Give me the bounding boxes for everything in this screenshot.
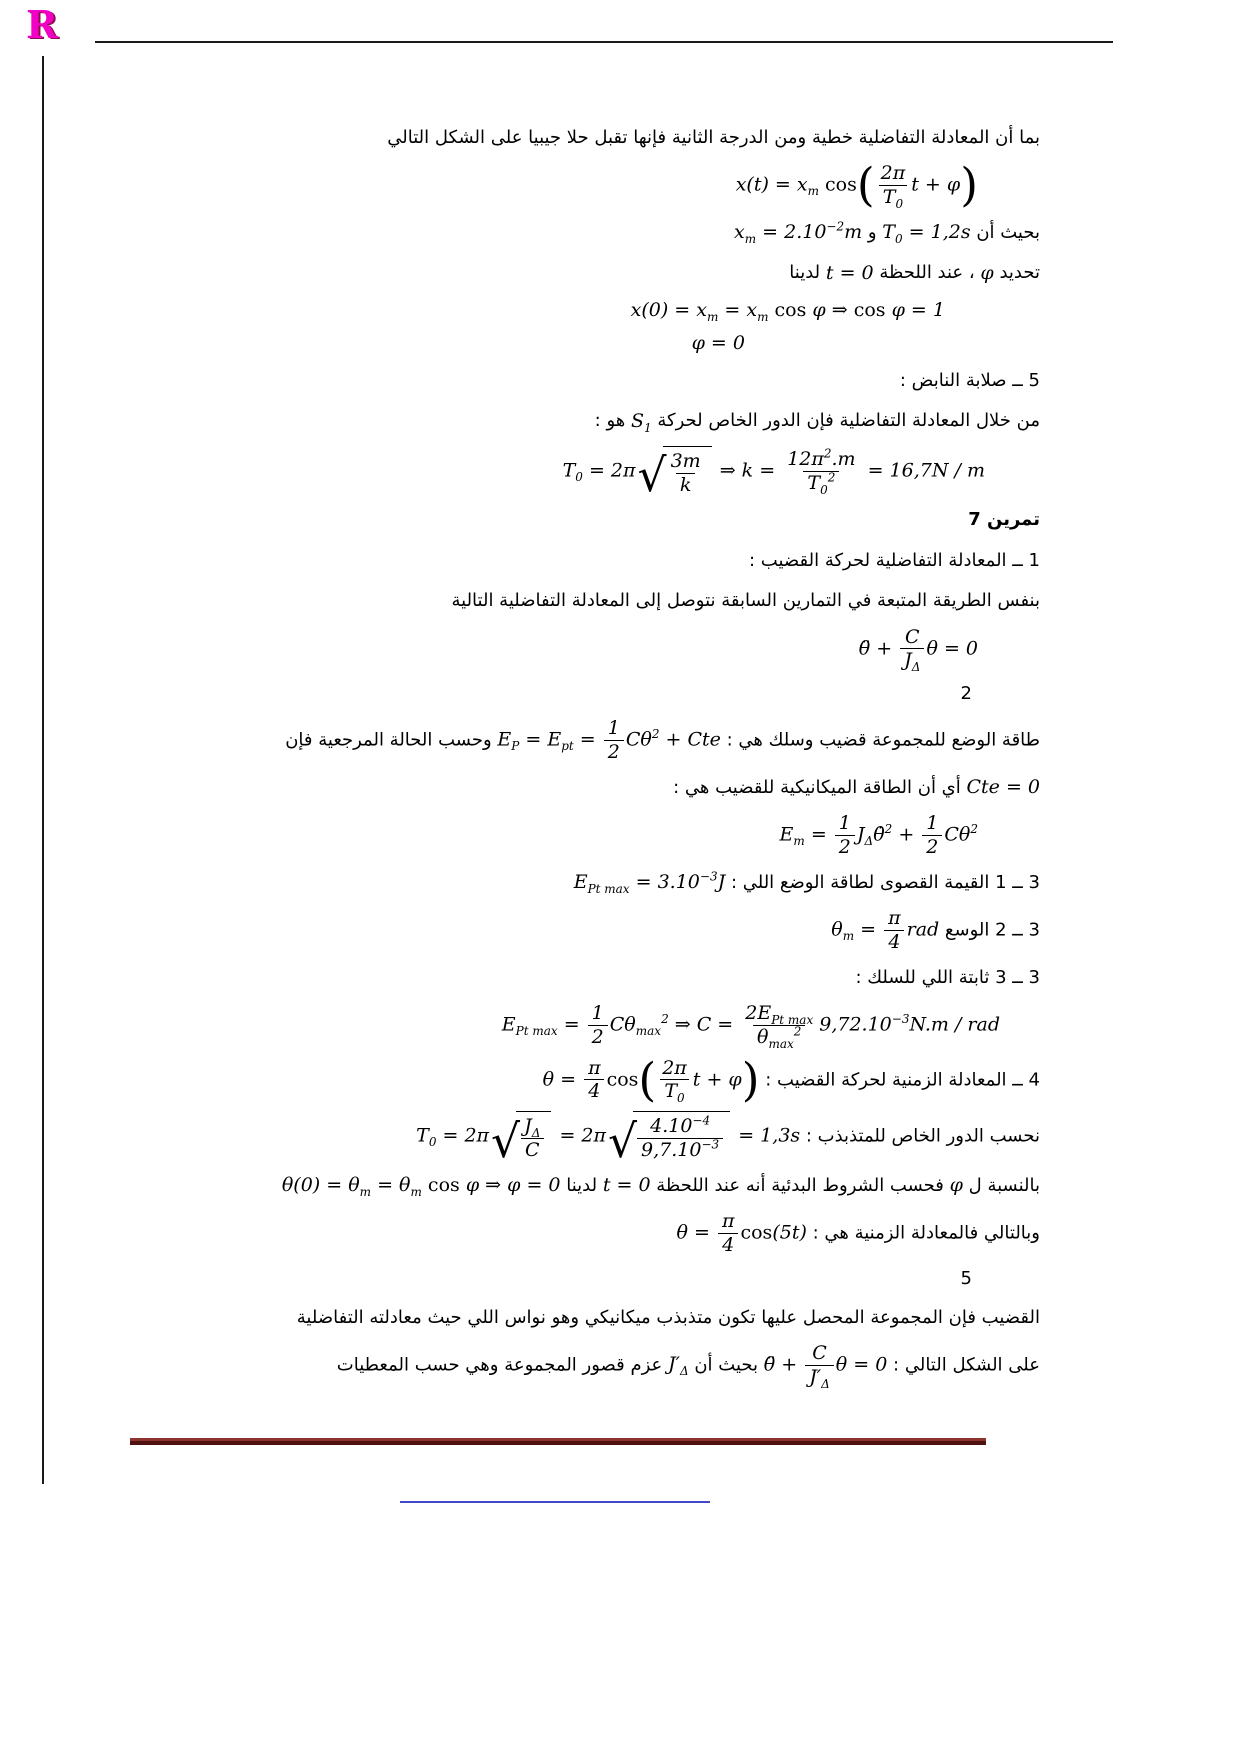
brand-logo: R bbox=[26, 2, 58, 47]
left-border-rule bbox=[42, 56, 44, 1484]
math-expression: $T_0 = 2\pi$ √ $\frac{3m}{k}$ ⇒ k = $\frac{12\pi^2.m}{T_0^2}$ = 16,7N / m bbox=[563, 446, 985, 497]
line-method: بنفس الطريقة المتبعة في التمارين السابقة نتوصل إلى المعادلة التفاضلية التالية bbox=[451, 590, 1040, 612]
inline-math: $E_P = E_{pt}$ = $\frac{1}{2}$ $C\theta^2$ + Cte bbox=[497, 716, 721, 763]
inline-math: $S_1$ bbox=[630, 409, 652, 435]
math-expression: θ̈ + $\frac{C}{J_\Delta}$ θ = 0 bbox=[858, 625, 978, 675]
inline-math: $x_m = 2.10^{-2}m$ bbox=[734, 219, 863, 246]
text-run: نحسب الدور الخاص للمتذبذب : bbox=[800, 1125, 1040, 1147]
text-run: 3 ــ 1 القيمة القصوى لطاقة الوضع اللي : bbox=[725, 871, 1040, 893]
line-q3-1 bbox=[130, 867, 1040, 899]
text-run: هو : bbox=[594, 410, 631, 432]
text-run: ، عند اللحظة bbox=[873, 262, 981, 284]
inline-math: $\theta(0) = \theta_m = \theta_m$ cos φ ⇒ φ = 0 bbox=[281, 1173, 561, 1199]
inline-math: θ = $\frac{\pi}{4}$ cos( $\frac{2\pi}{T_0}$ t + φ) bbox=[542, 1052, 760, 1106]
equation-torsion-constant bbox=[130, 1002, 1040, 1049]
line-initial-conditions bbox=[130, 1170, 1040, 1202]
text-run: أي أن الطاقة الميكانيكية للقضيب هي : bbox=[673, 776, 967, 798]
line-constants bbox=[130, 217, 1040, 249]
inline-math: t = 0 bbox=[602, 1173, 651, 1196]
text-run: لدينا bbox=[560, 1174, 603, 1196]
footer-rule bbox=[130, 1438, 986, 1445]
heading-exercise-7: تمرين 7 bbox=[968, 509, 1040, 531]
line-phase-determination bbox=[130, 257, 1040, 289]
line-q3-2 bbox=[130, 907, 1040, 954]
math-expression: $E_{Pt max}$ = $\frac{1}{2}$ $C\theta_{max}^2$ ⇒ C = $\frac{2E_{Pt max}}{\theta_{max}^2}$ $9,72.10^{-3}N.m$ / rad bbox=[501, 1001, 1000, 1051]
line-q4-time-equation bbox=[130, 1052, 1040, 1106]
inline-math: θ = $\frac{\pi}{4}$ cos(5t) bbox=[676, 1210, 807, 1256]
text-run: وحسب الحالة المرجعية فإن bbox=[285, 729, 498, 751]
footer-underline bbox=[400, 1501, 710, 1503]
line-system-oscillator: القضيب فإن المجموعة المحصل عليها تكون متذبذب ميكانيكي وهو نواس اللي حيث معادلته التفاضلية bbox=[296, 1306, 1040, 1328]
text-run: 4 ــ المعادلة الزمنية لحركة القضيب : bbox=[759, 1068, 1040, 1090]
inline-math: $T_0 = 1,2s$ bbox=[882, 221, 971, 246]
math-expression: $E_m$ = $\frac{1}{2}$ $J_\Delta\thetȧ^2$ + $\frac{1}{2}$ $C\theta^2$ bbox=[779, 811, 978, 858]
line-final-equation bbox=[130, 1210, 1040, 1257]
math-expression: $x(t) = x_m$ cos( $\frac{2\pi}{T_0}$ t + φ) bbox=[735, 158, 978, 212]
text-run: على الشكل التالي : bbox=[887, 1354, 1040, 1376]
text-run: وبالتالي فالمعادلة الزمنية هي : bbox=[806, 1222, 1040, 1244]
text-run: فحسب الشروط البدئية أنه عند اللحظة bbox=[650, 1174, 950, 1196]
document-body bbox=[130, 122, 1040, 1396]
equation-mechanical-energy bbox=[130, 812, 1040, 859]
line-cte-zero bbox=[130, 772, 1040, 804]
inline-math: $\theta_m$ = $\frac{\pi}{4}$ rad bbox=[831, 906, 940, 953]
equation-rod-ode bbox=[130, 626, 1040, 673]
line-q2-number bbox=[130, 680, 1040, 709]
text-run: و bbox=[862, 221, 883, 243]
equation-initial-condition bbox=[130, 298, 1040, 324]
inline-math: $J'_\Delta$ bbox=[668, 1353, 689, 1379]
text-run: بحيث أن bbox=[970, 221, 1040, 243]
text-run: 5 bbox=[960, 1267, 972, 1289]
line-proper-period-calc bbox=[130, 1111, 1040, 1162]
line-q3-3: 3 ــ 3 ثابتة اللي للسلك : bbox=[855, 966, 1040, 988]
text-run: من خلال المعادلة التفاضلية فإن الدور الخاص لحركة bbox=[651, 410, 1040, 432]
inline-math: φ bbox=[980, 261, 994, 284]
text-run: بحيث أن bbox=[688, 1354, 764, 1376]
text-run: طاقة الوضع للمجموعة قضيب وسلك هي : bbox=[720, 729, 1040, 751]
text-run: عزم قصور المجموعة وهي حسب المعطيات bbox=[336, 1354, 668, 1376]
inline-math: $T_0 = 2\pi$ √ $\frac{J_\Delta}{C}$ = 2π √ $\frac{4.10^{-4}}{9,7.10^{-3}}$ = 1,3s bbox=[416, 1111, 800, 1162]
inline-math: θ̈ + $\frac{C}{J'_\Delta}$ θ = 0 bbox=[763, 1341, 888, 1391]
math-expression: $x(0) = x_m = x_m$ cos φ ⇒ cos φ = 1 bbox=[630, 298, 945, 324]
line-q1: 1 ــ المعادلة التفاضلية لحركة القضيب : bbox=[749, 549, 1040, 571]
line-q5-number bbox=[130, 1265, 1040, 1294]
equation-xt bbox=[130, 158, 1040, 212]
text-run: تحديد bbox=[993, 262, 1040, 284]
math-expression: φ = 0 bbox=[691, 332, 745, 355]
line-proper-period bbox=[130, 405, 1040, 437]
line-system-ode bbox=[130, 1342, 1040, 1389]
text-run: 2 bbox=[960, 683, 972, 705]
inline-math: Cte = 0 bbox=[966, 775, 1040, 798]
inline-math: φ bbox=[949, 1173, 963, 1196]
heading-spring-stiffness: 5 ــ صلابة النابض : bbox=[899, 370, 1040, 392]
text-run: لدينا bbox=[789, 262, 826, 284]
inline-math: t = 0 bbox=[825, 261, 874, 284]
inline-math: $E_{Pt max} = 3.10^{-3}J$ bbox=[573, 869, 726, 896]
equation-phi-zero bbox=[130, 331, 1040, 357]
text-run: بالنسبة ل bbox=[962, 1174, 1040, 1196]
equation-stiffness bbox=[130, 446, 1040, 497]
line-potential-energy bbox=[130, 717, 1040, 764]
line-intro-solution: بما أن المعادلة التفاضلية خطية ومن الدرجة الثانية فإنها تقبل حلا جيبيا على الشكل التالي bbox=[387, 127, 1040, 148]
text-run: 3 ــ 2 الوسع bbox=[939, 919, 1040, 941]
header-rule bbox=[95, 41, 1113, 43]
